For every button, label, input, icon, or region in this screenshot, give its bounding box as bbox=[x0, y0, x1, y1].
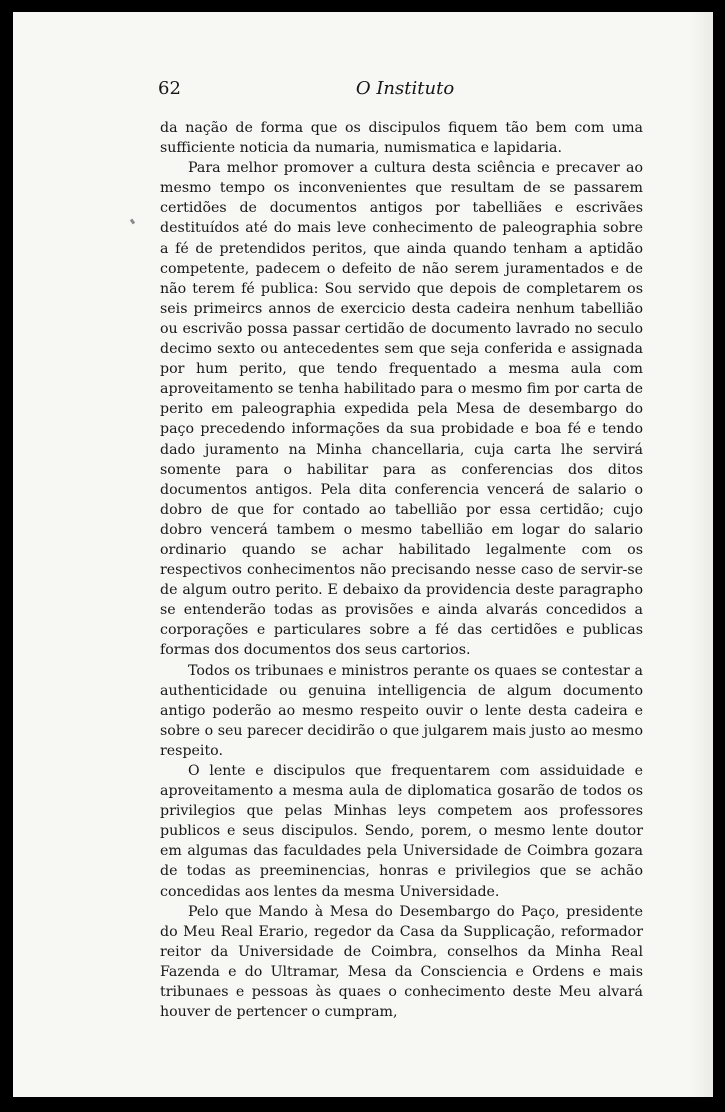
running-head bbox=[158, 74, 652, 106]
main-text bbox=[160, 118, 643, 1022]
scan-shadow bbox=[689, 12, 713, 1097]
paragraph-2: Para melhor promover a cultura desta sciência e precaver ao mesmo tempo os inconvenientes que resultam de se passarem certidões de documentos antigos por tabelliães e escrivães destituídos até do mais leve conhecimento de paleographia sobre a fé de pretendidos peritos, que ainda quando tenham a aptidão competente, padecem o defeito de não serem juramentados e de não terem fé publica: Sou servido que depois de completarem os seis primeircs annos de exercicio desta cadeira nenhum tabellião ou escrivão possa passar certidão de documento lavrado no seculo decimo sexto ou antecedentes sem que seja conferida e assignada por hum perito, que tendo frequentado a mesma aula com aproveitamento se tenha habilitado para o mesmo fim por carta de perito em paleographia expedida pela Mesa de desembargo do paço precedendo informações da sua probidade e boa fé e tendo dado juramento na Minha chancellaria, cuja carta lhe servirá somente para o habilitar para as conferencias dos ditos documentos antigos. Pela dita conferencia vencerá de salario o dobro de que for contado ao tabellião por essa certidão; cujo dobro vencerá tambem o mesmo tabellião em logar do salario ordinario quando se achar habilitado legalmente com os respectivos conhecimentos não precisando nesse caso de servir-se de algum outro perito. E debaixo da providencia deste paragrapho se entenderão todas as provisões e ainda alvarás concedidos a corporações e particulares sobre a fé das certidões e publicas formas dos documentos dos seus cartorios. bbox=[160, 160, 643, 659]
paragraph-5: Pelo que Mando à Mesa do Desembargo do Paço, presidente do Meu Real Erario, regedor da Casa da Supplicação, reformador reitor da Universidade de Coimbra, conselhos da Minha Real Fazenda e do Ultramar, Mesa da Consciencia e Ordens e mais tribunaes e pessoas às quaes o conhecimento deste Meu alvará houver de pertencer o cumpram, bbox=[160, 903, 643, 1021]
paragraph-4: O lente e discipulos que frequentarem com assiduidade e aproveitamento a mesma aula de diplomatica gosarão de todos os privilegios que pelas Minhas leys competem aos professores publicos e seus discipulos. Sendo, porem, o mesmo lente doutor em algumas das faculdades pela Universidade de Coimbra gozara de todas as preeminencias, honras e privilegios que se achão concedidas aos lentes da mesma Universidade. bbox=[160, 763, 643, 900]
scanned-page bbox=[13, 12, 713, 1097]
journal-title: O Instituto bbox=[355, 78, 455, 99]
margin-mark bbox=[130, 219, 135, 225]
paragraph-3: Todos os tribunaes e ministros perante os quaes se contestar a authenticidade ou genuina intelligencia de algum documento antigo poderão ao mesmo respeito ouvir o lente desta cadeira e sobre o seu parecer decidirão o que julgarem mais justo ao mesmo respeito. bbox=[160, 662, 643, 759]
paragraph-1: da nação de forma que os discipulos fiquem tão bem com uma sufficiente noticia da numaria, numismatica e lapidaria. bbox=[160, 120, 643, 157]
page-number: 62 bbox=[158, 78, 181, 99]
